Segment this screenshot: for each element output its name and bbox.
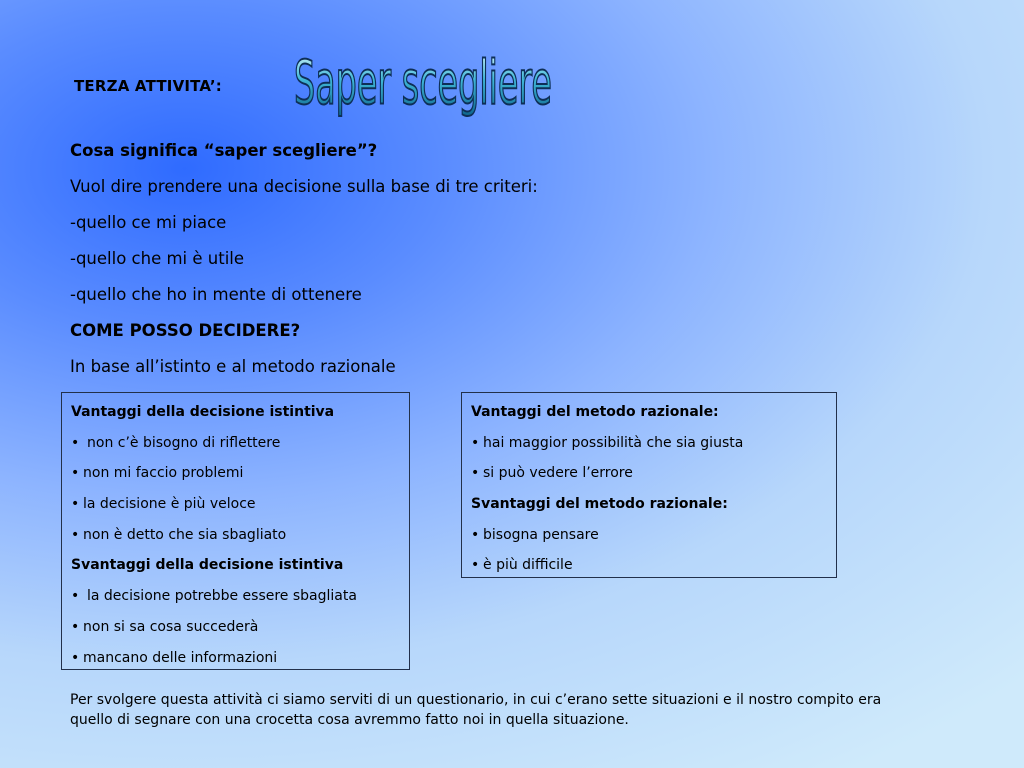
instinctive-pro-item: • non mi faccio problemi [71, 458, 401, 489]
rational-pros-heading: Vantaggi del metodo razionale: [471, 404, 719, 420]
intro-line: Cosa significa “saper scegliere”? [70, 141, 378, 160]
intro-line: Vuol dire prendere una decisione sulla base di tre criteri: [70, 177, 538, 196]
rational-con-item: • è più difficile [471, 550, 828, 581]
rational-con-item: • bisogna pensare [471, 520, 828, 551]
instinctive-con-item: • non si sa cosa succederà [71, 612, 401, 643]
instinctive-con-item: • la decisione potrebbe essere sbagliata [71, 581, 401, 612]
activity-label: TERZA ATTIVITA’: [74, 77, 222, 95]
intro-line: COME POSSO DECIDERE? [70, 321, 301, 340]
instinctive-decision-box [61, 392, 410, 670]
instinctive-con-item: • mancano delle informazioni [71, 643, 401, 674]
intro-line: In base all’istinto e al metodo razionale [70, 357, 396, 376]
intro-line: -quello che mi è utile [70, 249, 245, 268]
instinctive-pro-item: • non c’è bisogno di riflettere [71, 428, 401, 459]
slide-title [286, 36, 561, 132]
instinctive-pro-item: • non è detto che sia sbagliato [71, 520, 401, 551]
intro-line: -quello che ho in mente di ottenere [70, 285, 362, 304]
slide-title-text: Saper scegliere [294, 47, 552, 119]
intro-text [70, 133, 690, 385]
rational-method-box [461, 392, 837, 578]
instinctive-pro-item: • la decisione è più veloce [71, 489, 401, 520]
instinctive-pros-heading: Vantaggi della decisione istintiva [71, 404, 335, 420]
rational-pro-item: • hai maggior possibilità che sia giusta [471, 428, 828, 459]
intro-line: -quello ce mi piace [70, 213, 227, 232]
rational-pro-item: • si può vedere l’errore [471, 458, 828, 489]
rational-cons-heading: Svantaggi del metodo razionale: [471, 496, 728, 513]
activity-description: Per svolgere questa attività ci siamo serviti di un questionario, in cui c’erano sette situazioni e il nostro compito era quello di segnare con una crocetta cosa avremmo fatto noi in quella situazione. [70, 692, 882, 728]
instinctive-cons-heading: Svantaggi della decisione istintiva [71, 557, 344, 574]
